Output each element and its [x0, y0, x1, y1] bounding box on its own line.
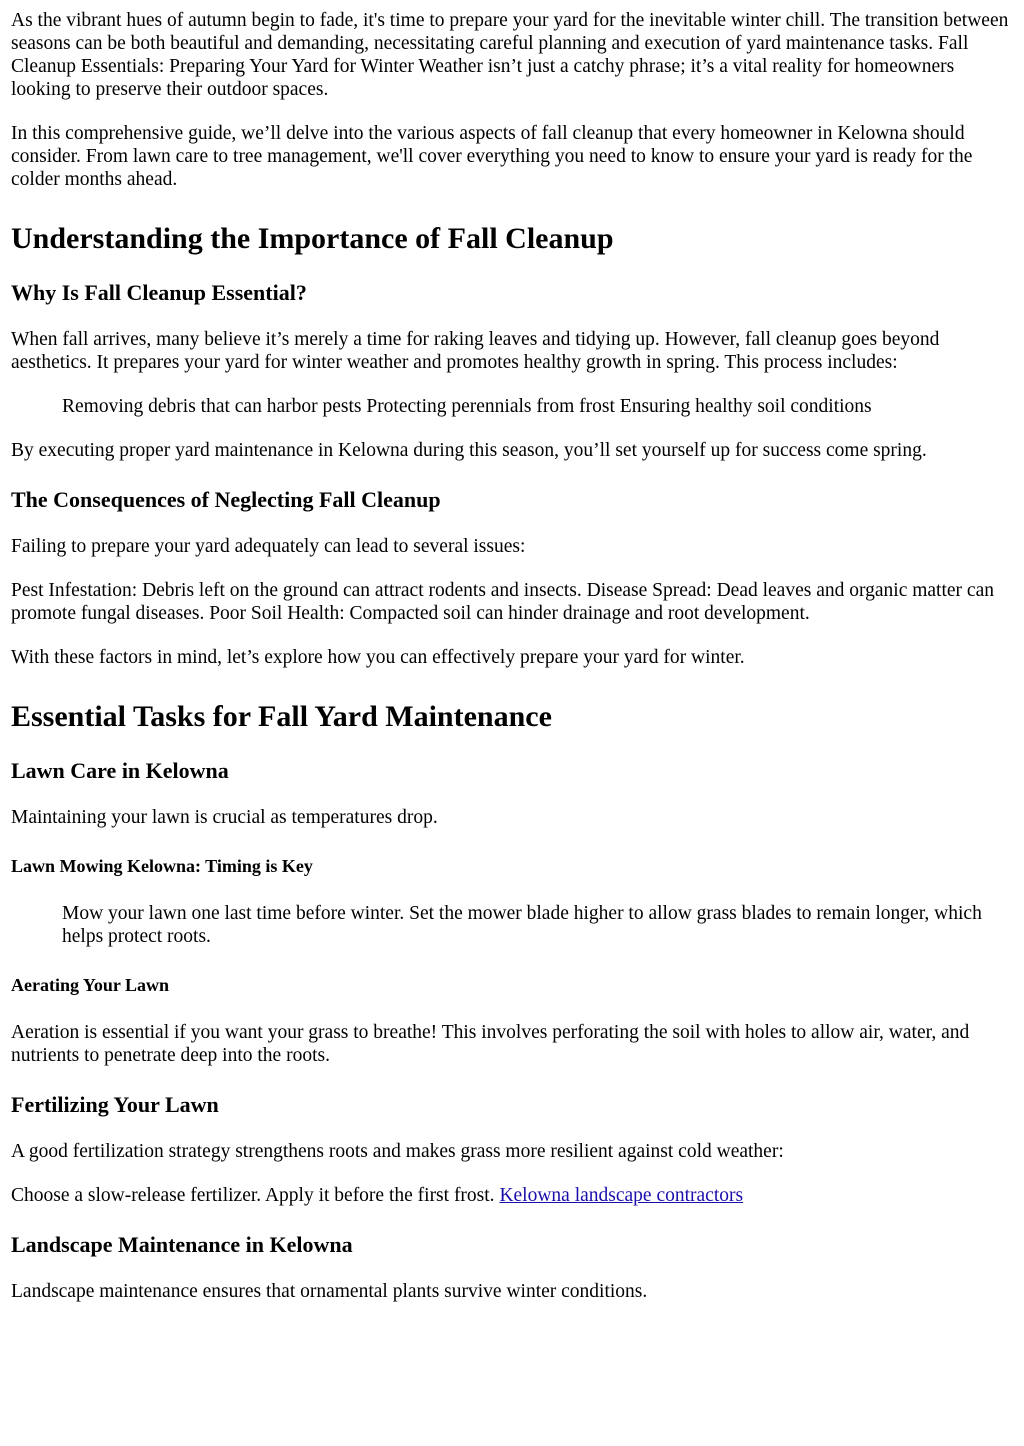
consequences-paragraph-1: Failing to prepare your yard adequately can lead to several issues:: [11, 536, 526, 557]
subheading-lawn-mowing: Lawn Mowing Kelowna: Timing is Key: [11, 856, 313, 876]
subheading-aerating: Aerating Your Lawn: [11, 975, 170, 995]
mowing-blockquote: Mow your lawn one last time before winter. Set the mower blade higher to allow grass blades to remain longer, which helps protect roots.: [62, 903, 982, 947]
why-paragraph-1: When fall arrives, many believe it’s merely a time for raking leaves and tidying up. However, fall cleanup goes beyond aesthetics. It prepares your yard for winter weather and promotes healthy growth in spring. This process includes:: [11, 329, 940, 373]
kelowna-landscape-contractors-link[interactable]: Kelowna landscape contractors: [499, 1185, 744, 1206]
subheading-landscape-maintenance: Landscape Maintenance in Kelowna: [11, 1232, 353, 1257]
fertilizing-paragraph-2: [11, 1184, 1013, 1207]
consequences-paragraph-3: With these factors in mind, let’s explore how you can effectively prepare your yard for winter.: [11, 647, 745, 668]
lawn-care-paragraph: Maintaining your lawn is crucial as temperatures drop.: [11, 807, 438, 828]
why-blockquote: Removing debris that can harbor pests Protecting perennials from frost Ensuring healthy soil conditions: [62, 396, 872, 417]
fertilizing-paragraph-2-text: Choose a slow-release fertilizer. Apply it before the first frost.: [11, 1185, 495, 1206]
intro-paragraph-2: In this comprehensive guide, we’ll delve into the various aspects of fall cleanup that every homeowner in Kelowna should consider. From lawn care to tree management, we'll cover everything you need to know to ensure your yard is ready for the colder months ahead.: [11, 123, 973, 190]
intro-paragraph-1: As the vibrant hues of autumn begin to fade, it's time to prepare your yard for the inevitable winter chill. The transition between seasons can be both beautiful and demanding, necessitating careful planning and execution of yard maintenance tasks. Fall Cleanup Essentials: Preparing Your Yard for Winter Weather isn’t just a catchy phrase; it’s a vital reality for homeowners looking to preserve their outdoor spaces.: [11, 10, 1009, 100]
section-heading-importance: Understanding the Importance of Fall Cleanup: [11, 222, 614, 255]
fertilizing-paragraph-1: A good fertilization strategy strengthens roots and makes grass more resilient against cold weather:: [11, 1141, 784, 1162]
consequences-paragraph-2: Pest Infestation: Debris left on the ground can attract rodents and insects. Disease Spread: Dead leaves and organic matter can promote fungal diseases. Poor Soil Health: Compacted soil can hinder drainage and root development.: [11, 580, 994, 624]
subheading-consequences: The Consequences of Neglecting Fall Cleanup: [11, 487, 441, 512]
why-paragraph-2: By executing proper yard maintenance in Kelowna during this season, you’ll set yourself up for success come spring.: [11, 440, 927, 461]
landscape-paragraph: Landscape maintenance ensures that ornamental plants survive winter conditions.: [11, 1281, 648, 1302]
subheading-lawn-care: Lawn Care in Kelowna: [11, 758, 229, 783]
section-heading-essential-tasks: Essential Tasks for Fall Yard Maintenance: [11, 700, 552, 733]
aerating-paragraph: Aeration is essential if you want your grass to breathe! This involves perforating the soil with holes to allow air, water, and nutrients to penetrate deep into the roots.: [11, 1022, 970, 1066]
subheading-why-essential: Why Is Fall Cleanup Essential?: [11, 280, 307, 305]
subheading-fertilizing: Fertilizing Your Lawn: [11, 1092, 219, 1117]
